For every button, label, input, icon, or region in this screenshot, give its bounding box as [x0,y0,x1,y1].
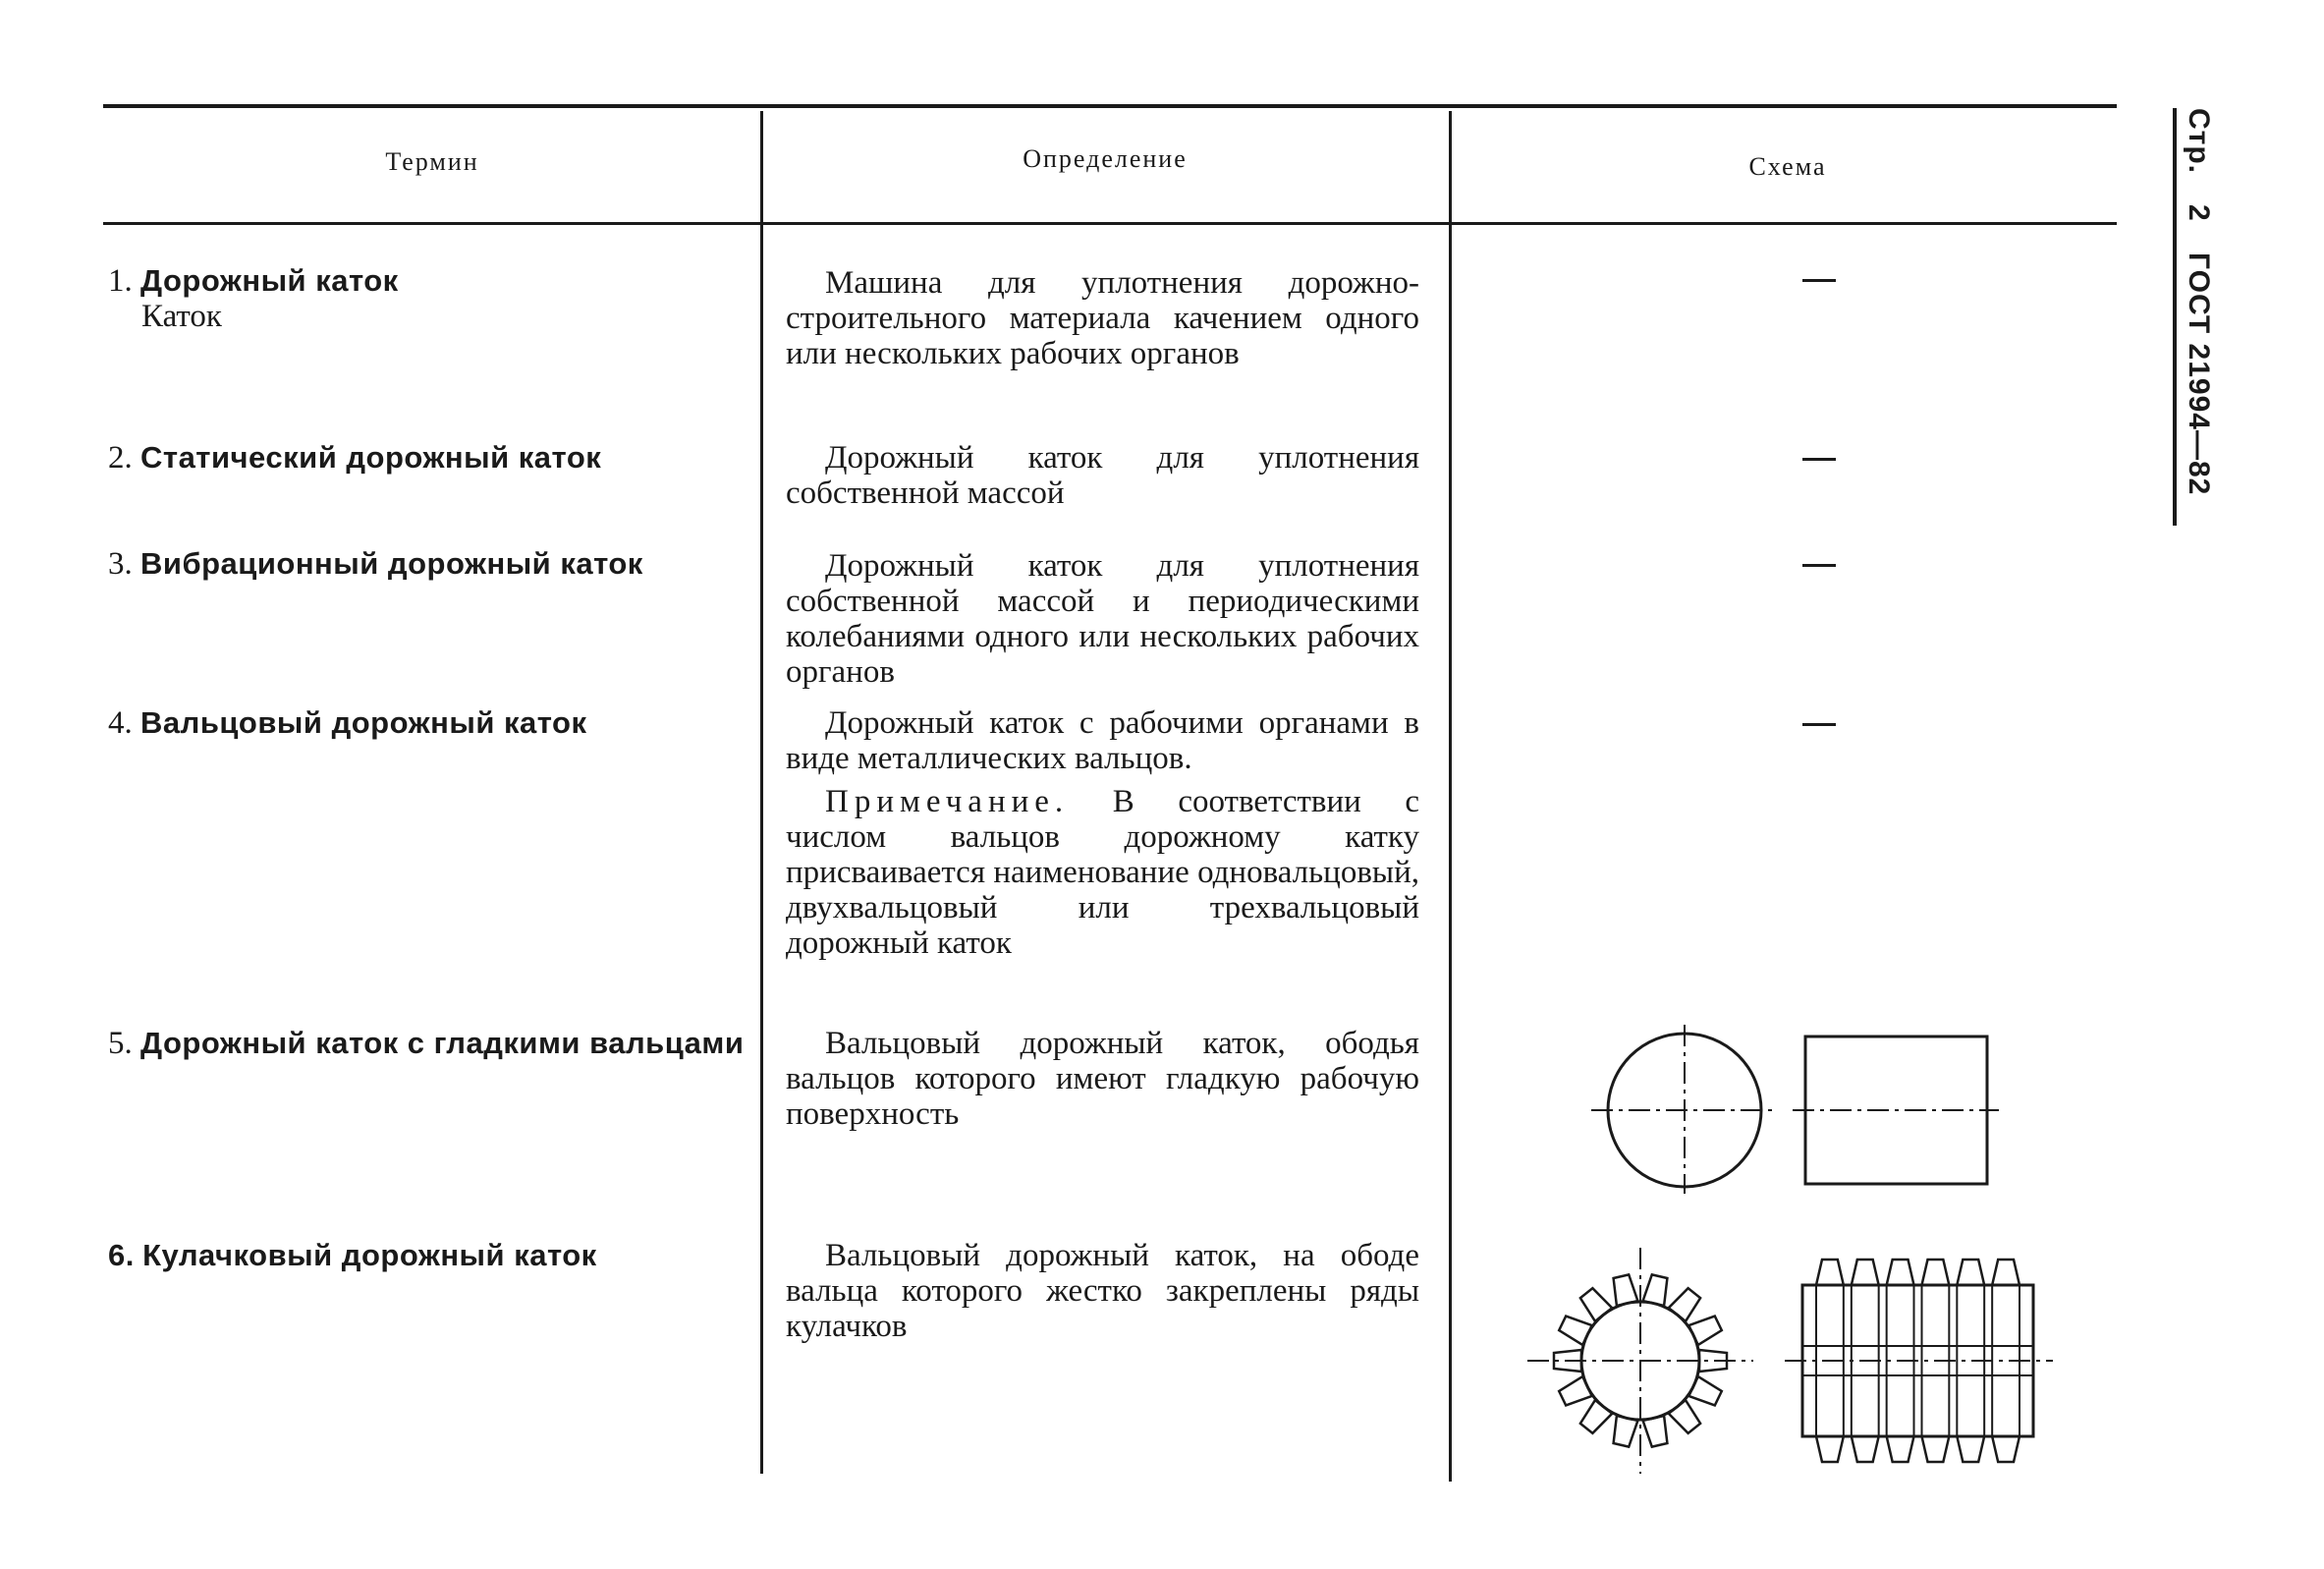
column-divider-1 [760,111,763,1474]
term-name: Кулачковый дорожный каток [142,1238,597,1272]
term-row-5 [108,1026,747,1061]
definition-row-2 [786,440,1419,511]
definition-note [786,784,1419,961]
definition-text: Дорожный каток для уплотнения собственной массой и периодическими колебаниями одного или нескольких рабочих органов [786,548,1419,690]
note-text: В соответствии с числом вальцов дорожному катку присваивается наименование одновальцовый, двухвальцовый или трехвальцовый дорожный каток [786,784,1420,961]
scheme-dash-row-4 [1802,723,1836,726]
header-term: Термин [385,147,479,176]
definition-row-4 [786,705,1419,961]
term-name: Вибрационный дорожный каток [140,546,643,581]
smooth-roller-scheme [1591,1017,2004,1194]
term-number: 3. [108,546,133,582]
definition-text: Дорожный каток для уплотнения собственной массой [786,440,1419,511]
definition-text: Вальцовый дорожный каток, на ободе вальца которого жестко закреплены ряды кулачков [786,1238,1419,1344]
pad-foot-roller-scheme [1527,1248,2058,1474]
term-number: 6. [108,1238,135,1272]
definition-row-6 [786,1238,1419,1344]
definition-row-1 [786,265,1419,371]
scheme-dash-row-1 [1802,279,1836,282]
definition-text: Машина для уплотнения дорожно-строительного материала качением одного или нескольких рабочих органов [786,265,1419,371]
table-top-rule [103,104,2117,108]
definition-row-3 [786,548,1419,690]
term-row-3 [108,546,747,582]
term-name: Вальцовый дорожный каток [140,705,587,740]
term-row-1 [108,263,747,334]
side-page-label: Стр. [2183,108,2215,175]
term-name: Дорожный каток [140,263,399,298]
term-synonym: Каток [141,299,222,334]
term-row-6 [108,1238,747,1273]
header-scheme: Схема [1748,152,1827,181]
term-number: 4. [108,705,133,741]
term-name: Статический дорожный каток [140,440,602,475]
term-row-2 [108,440,747,476]
side-standard: ГОСТ 21994—82 [2183,252,2215,496]
column-divider-2 [1449,111,1452,1482]
definition-row-5 [786,1026,1419,1132]
term-number: 5. [108,1026,133,1061]
note-head: Примечание. [825,784,1070,819]
header-definition: Определение [1023,144,1188,173]
definition-text: Дорожный каток с рабочими органами в виде металлических вальцов. [786,705,1419,776]
definition-text: Вальцовый дорожный каток, ободья вальцов которого имеют гладкую рабочую поверхность [786,1026,1419,1132]
term-number: 2. [108,440,133,476]
term-number: 1. [108,263,133,299]
header-bottom-rule [103,222,2117,225]
scheme-dash-row-2 [1802,458,1836,461]
side-running-title [2176,108,2215,540]
side-page-number: 2 [2183,204,2215,223]
term-name: Дорожный каток с гладкими вальцами [140,1026,745,1060]
scheme-dash-row-3 [1802,564,1836,567]
term-row-4 [108,705,747,741]
